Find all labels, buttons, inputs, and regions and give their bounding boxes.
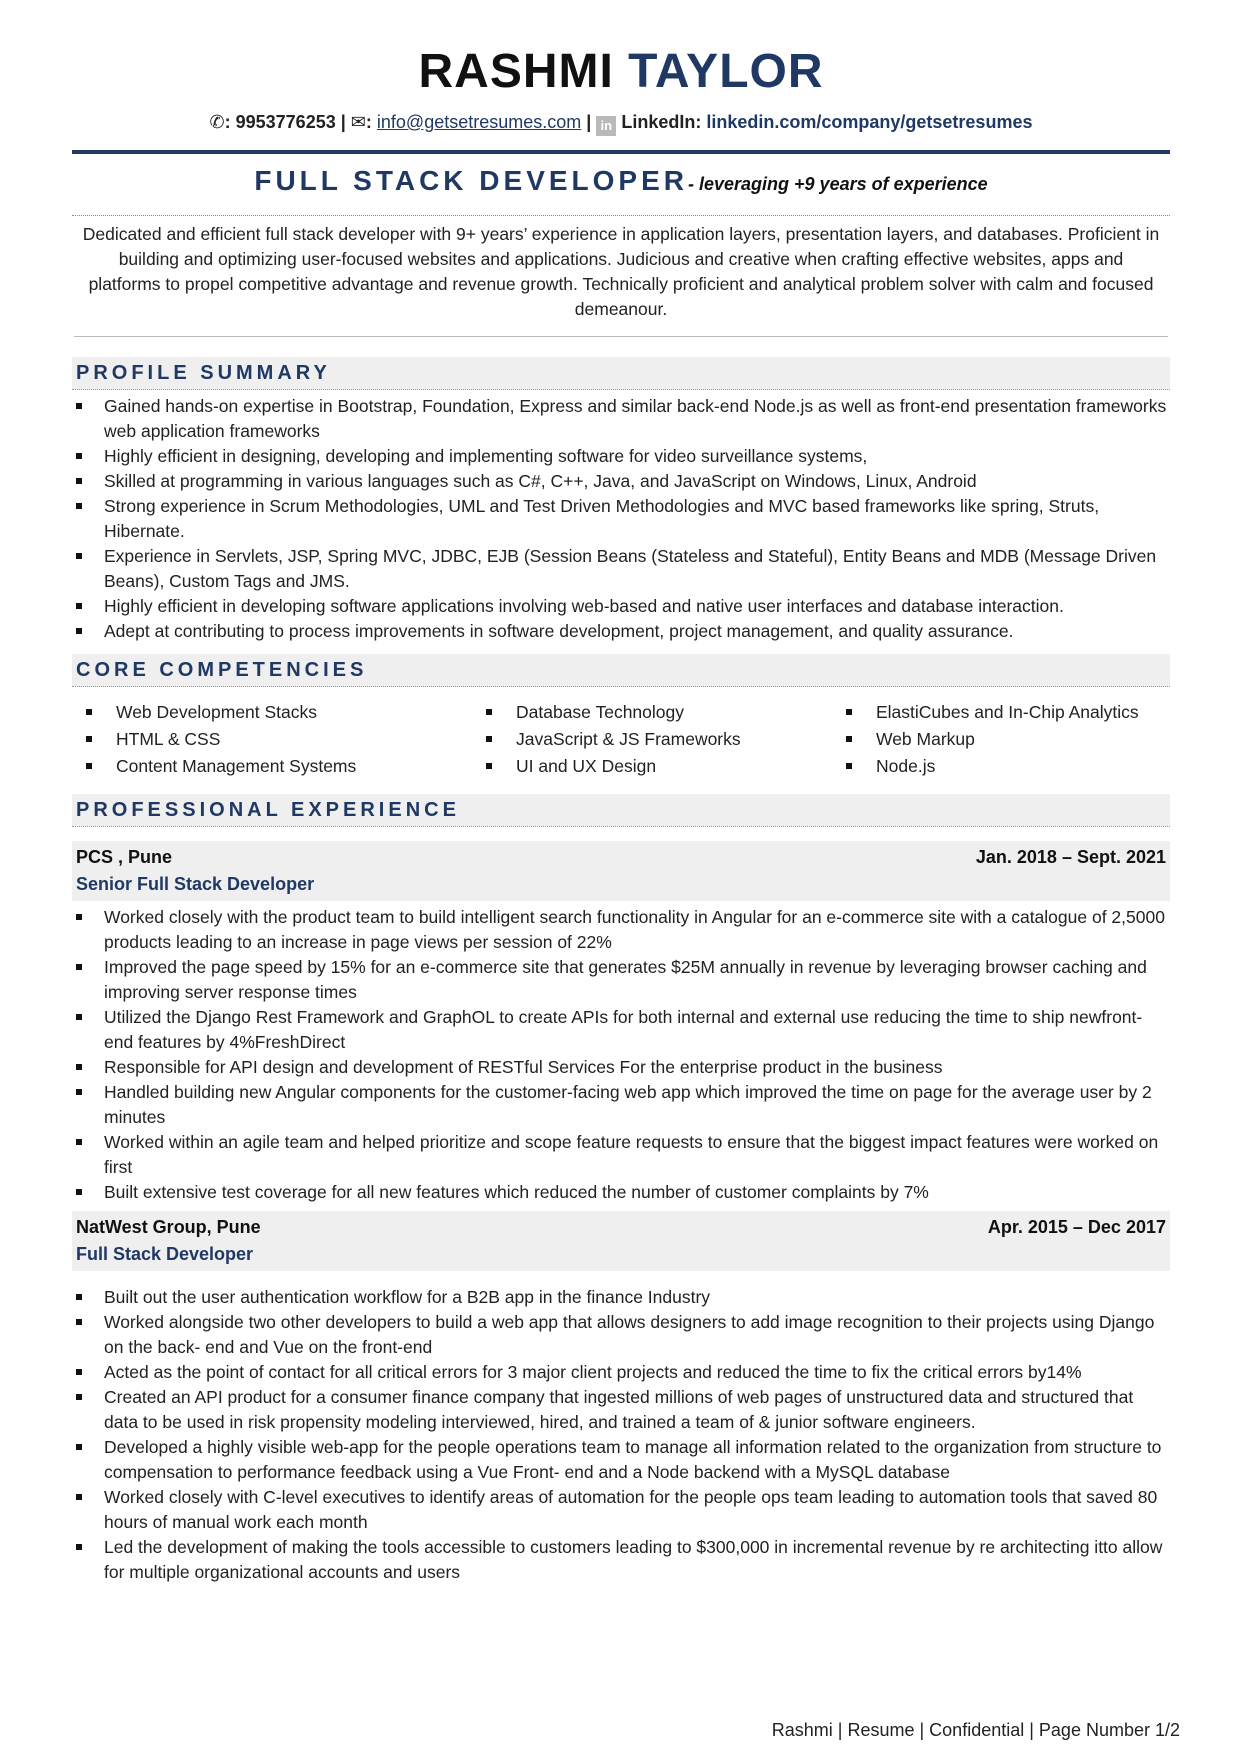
header-divider bbox=[72, 150, 1170, 154]
competency-item: Web Markup bbox=[832, 726, 1170, 753]
contact-line: ✆: 9953776253 | ✉: info@getsetresumes.com | in LinkedIn: linkedin.com/company/getsetresumes bbox=[72, 110, 1170, 136]
competencies-grid bbox=[72, 699, 1170, 780]
last-name: TAYLOR bbox=[628, 45, 824, 98]
list-item: Created an API product for a consumer finance company that ingested millions of web pages of unstructured data and structured that data to be used in risk propensity modeling interviewed, hired, and trained a team of & junior software engineers. bbox=[72, 1385, 1170, 1435]
job-dates: Apr. 2015 – Dec 2017 bbox=[987, 1217, 1166, 1237]
linkedin-label: LinkedIn: bbox=[621, 112, 702, 132]
competency-item: Web Development Stacks bbox=[72, 699, 472, 726]
job-dates: Jan. 2018 – Sept. 2021 bbox=[975, 847, 1166, 867]
list-item: Handled building new Angular components for the customer-facing web app which improved the time on page for the average user by 2 minutes bbox=[72, 1080, 1170, 1130]
headline bbox=[72, 164, 1170, 203]
section-core-competencies: CORE COMPETENCIES bbox=[72, 654, 1170, 687]
list-item: Experience in Servlets, JSP, Spring MVC, JDBC, EJB (Session Beans (Stateless and Stateful), Entity Beans and MDB (Message Driven Beans), Custom Tags and JMS. bbox=[72, 544, 1170, 594]
email-icon: ✉ bbox=[350, 112, 366, 132]
job-company: PCS , Pune bbox=[76, 847, 173, 867]
job-company-row bbox=[76, 845, 1166, 869]
candidate-name bbox=[72, 44, 1170, 100]
job-header-pcs bbox=[72, 841, 1170, 901]
list-item: Highly efficient in developing software applications involving web-based and native user interfaces and database interaction. bbox=[72, 594, 1170, 619]
list-item: Responsible for API design and development of RESTful Services For the enterprise product in the business bbox=[72, 1055, 1170, 1080]
job-title: Full Stack Developer bbox=[76, 1244, 254, 1264]
list-item: Utilized the Django Rest Framework and GraphOL to create APIs for both internal and external use reducing the time to ship newfront-end features by 4%FreshDirect bbox=[72, 1005, 1170, 1055]
list-item: Gained hands-on expertise in Bootstrap, Foundation, Express and similar back-end Node.js as well as front-end presentation frameworks web application frameworks bbox=[72, 394, 1170, 444]
list-item: Worked within an agile team and helped prioritize and scope feature requests to ensure that the biggest impact features were worked on first bbox=[72, 1130, 1170, 1180]
profile-summary-list bbox=[72, 394, 1170, 644]
list-item: Adept at contributing to process improvements in software development, project management, and quality assurance. bbox=[72, 619, 1170, 644]
first-name: RASHMI bbox=[418, 45, 614, 98]
list-item: Strong experience in Scrum Methodologies, UML and Test Driven Methodologies and MVC based frameworks like spring, Struts, Hibernate. bbox=[72, 494, 1170, 544]
list-item: Acted as the point of contact for all critical errors for 3 major client projects and reduced the time to fix the critical errors by14% bbox=[72, 1360, 1170, 1385]
list-item: Improved the page speed by 15% for an e-commerce site that generates $25M annually in revenue by leveraging browser caching and improving server response times bbox=[72, 955, 1170, 1005]
linkedin-link[interactable]: linkedin.com/company/getsetresumes bbox=[706, 112, 1033, 132]
job-company-row bbox=[76, 1215, 1166, 1239]
competency-item: HTML & CSS bbox=[72, 726, 472, 753]
list-item: Skilled at programming in various languages such as C#, C++, Java, and JavaScript on Windows, Linux, Android bbox=[72, 469, 1170, 494]
job-duties-pcs bbox=[72, 905, 1170, 1205]
job-title: Senior Full Stack Developer bbox=[76, 874, 315, 894]
headline-divider bbox=[72, 215, 1170, 216]
list-item: Built extensive test coverage for all new features which reduced the number of customer complaints by 7% bbox=[72, 1180, 1170, 1205]
linkedin-icon: in bbox=[596, 116, 616, 136]
competency-item: Node.js bbox=[832, 753, 1170, 780]
page-footer: Rashmi | Resume | Confidential | Page Number 1/2 bbox=[771, 1720, 1180, 1740]
list-item: Worked closely with the product team to build intelligent search functionality in Angular for an e-commerce site with a catalogue of 2,5000 products leading to an increase in page views per session of 22% bbox=[72, 905, 1170, 955]
resume-page bbox=[72, 0, 1170, 1755]
list-item: Worked alongside two other developers to build a web app that allows designers to add image recognition to their projects using Django on the back- end and Vue on the front-end bbox=[72, 1310, 1170, 1360]
job-header-natwest bbox=[72, 1211, 1170, 1271]
competency-item: Database Technology bbox=[472, 699, 832, 726]
phone-number: : 9953776253 bbox=[224, 112, 336, 132]
list-item: Worked closely with C-level executives to identify areas of automation for the people ops team leading to automation tools that saved 80 hours of manual work each month bbox=[72, 1485, 1170, 1535]
role-subtitle: - leveraging +9 years of experience bbox=[688, 174, 988, 194]
list-item: Highly efficient in designing, developing and implementing software for video surveillance systems, bbox=[72, 444, 1170, 469]
email-link[interactable]: info@getsetresumes.com bbox=[376, 112, 582, 132]
role-title: FULL STACK DEVELOPER bbox=[254, 165, 688, 196]
phone-icon: ✆ bbox=[209, 112, 225, 132]
intro-paragraph: Dedicated and efficient full stack developer with 9+ years’ experience in application layers, presentation layers, and databases. Proficient in building and optimizing user-focused websites and applications. Judicious and creative when crafting effective websites, apps and platforms to propel competitive advantage and revenue growth. Technically proficient and analytical problem solver with calm and focused demeanour. bbox=[82, 224, 1160, 319]
job-duties-natwest bbox=[72, 1285, 1170, 1585]
competency-item: UI and UX Design bbox=[472, 753, 832, 780]
competency-item: JavaScript & JS Frameworks bbox=[472, 726, 832, 753]
intro-divider bbox=[74, 336, 1168, 337]
job-company: NatWest Group, Pune bbox=[76, 1217, 261, 1237]
email-label: : bbox=[365, 112, 372, 132]
section-profile-summary: PROFILE SUMMARY bbox=[72, 357, 1170, 390]
competency-item: ElastiCubes and In-Chip Analytics bbox=[832, 699, 1170, 726]
list-item: Built out the user authentication workflow for a B2B app in the finance Industry bbox=[72, 1285, 1170, 1310]
list-item: Developed a highly visible web-app for the people operations team to manage all information related to the organization from structure to compensation to performance feedback using a Vue Front- end and a Node backend with a MySQL database bbox=[72, 1435, 1170, 1485]
competency-item: Content Management Systems bbox=[72, 753, 472, 780]
section-professional-experience: PROFESSIONAL EXPERIENCE bbox=[72, 794, 1170, 827]
list-item: Led the development of making the tools accessible to customers leading to $300,000 in incremental revenue by re architecting itto allow for multiple organizational accounts and users bbox=[72, 1535, 1170, 1585]
